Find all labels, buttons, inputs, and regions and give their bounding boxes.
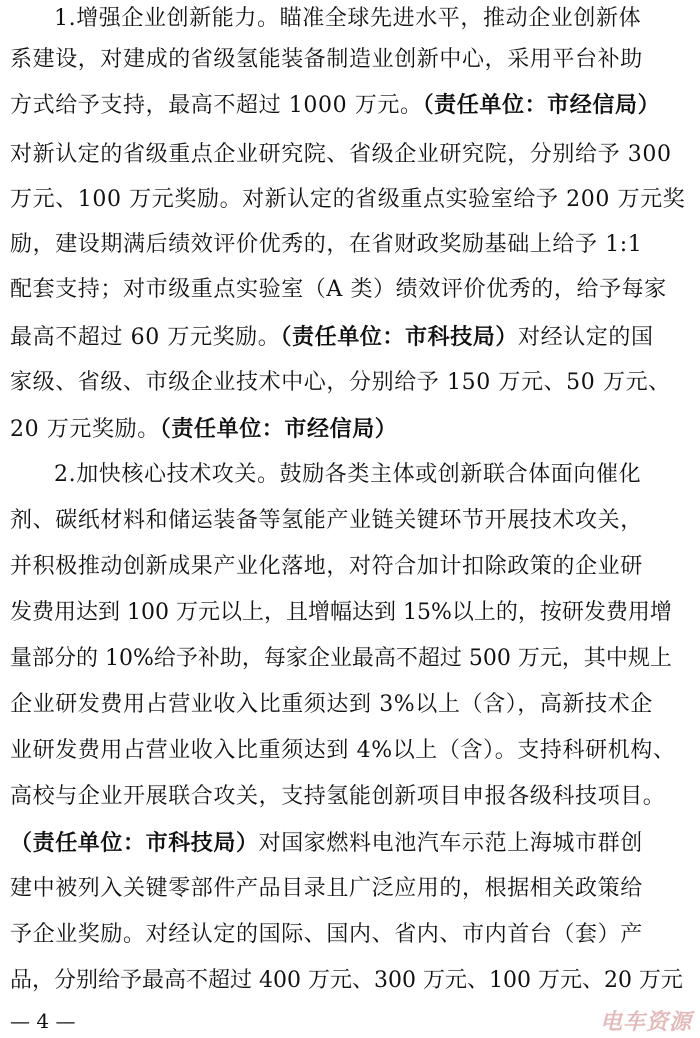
responsible-unit: （责任单位：市科技局）: [280, 324, 518, 350]
paragraph-line: 家级、省级、市级企业技术中心，分别给予 150 万元、50 万元、: [10, 370, 671, 395]
paragraph-line: 企业研发费用占营业收入比重须达到 3%以上（含），高新技术企: [10, 692, 653, 717]
paragraph-line: 对新认定的省级重点企业研究院、省级企业研究院，分别给予 300: [10, 142, 672, 167]
paragraph-line: 并积极推动创新成果产业化落地，对符合加计扣除政策的企业研: [10, 554, 643, 579]
line-text: 对国家燃料电池汽车示范上海城市群创: [258, 831, 643, 856]
paragraph-line: [10, 414, 397, 444]
watermark-logo: 电车资源: [599, 1010, 692, 1035]
paragraph-line: 品，分别给予最高不超过 400 万元、300 万元、100 万元、20 万元: [10, 968, 683, 993]
paragraph-line: 1.增强企业创新能力。瞄准全球先进水平，推动企业创新体: [54, 6, 642, 31]
line-text: 方式给予支持，最高不超过 1000 万元。: [10, 93, 423, 118]
paragraph-line: 予企业奖励。对经认定的国际、国内、省内、市内首台（套）产: [10, 922, 643, 947]
responsible-unit: （责任单位：市科技局）: [10, 830, 259, 856]
paragraph-line: 发费用达到 100 万元以上，且增幅达到 15%以上的，按研发费用增: [10, 600, 672, 625]
paragraph-line: [10, 828, 643, 858]
line-text: 对经认定的国: [518, 325, 654, 350]
paragraph-line: [10, 90, 660, 120]
paragraph-line: 建中被列入关键零部件产品目录且广泛应用的，根据相关政策给: [10, 876, 643, 901]
paragraph-line: [10, 322, 654, 352]
paragraph-line: 万元、100 万元奖励。对新认定的省级重点实验室给予 200 万元奖: [10, 187, 686, 212]
paragraph-line: 配套支持；对市级重点实验室（A 类）绩效评价优秀的，给予每家: [10, 277, 667, 302]
responsible-unit: （责任单位：市经信局）: [422, 92, 661, 118]
paragraph-line: 励，建设期满后绩效评价优秀的，在省财政奖励基础上给予 1:1: [10, 232, 643, 257]
paragraph-line: 量部分的 10%给予补助，每家企业最高不超过 500 万元，其中规上: [10, 646, 672, 671]
responsible-unit: （责任单位：市经信局）: [159, 416, 398, 442]
page-number: — 4 —: [10, 1009, 76, 1033]
line-text: 20 万元奖励。: [10, 417, 160, 442]
paragraph-line: 2.加快核心技术攻关。鼓励各类主体或创新联合体面向催化: [54, 462, 642, 487]
line-text: 最高不超过 60 万元奖励。: [10, 325, 281, 350]
paragraph-line: 高校与企业开展联合攻关，支持氢能创新项目申报各级科技项目。: [10, 784, 666, 809]
paragraph-line: 剂、碳纸材料和储运装备等氢能产业链关键环节开展技术攻关，: [10, 508, 643, 533]
paragraph-line: 业研发费用占营业收入比重须达到 4%以上（含）。支持科研机构、: [10, 738, 676, 763]
paragraph-line: 系建设，对建成的省级氢能装备制造业创新中心，采用平台补助: [10, 47, 643, 72]
